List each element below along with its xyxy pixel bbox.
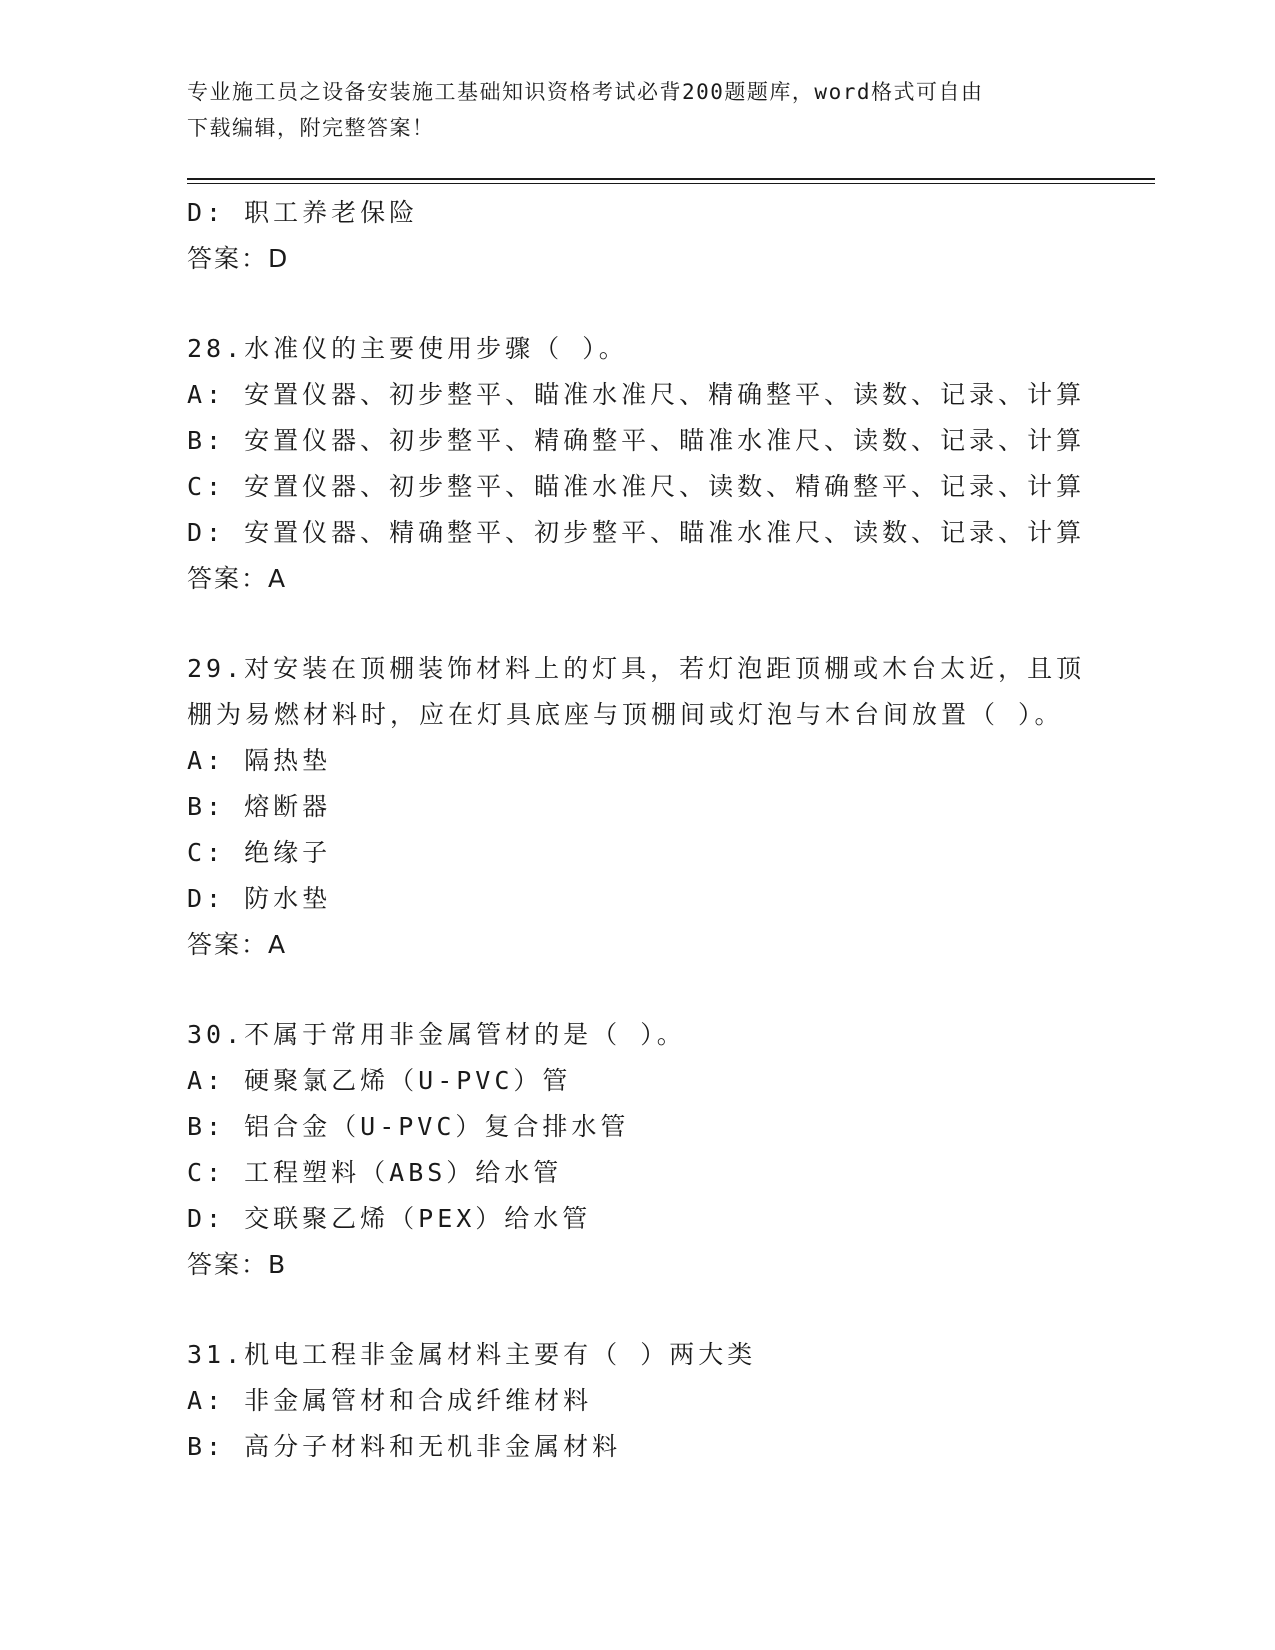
answer: 答案：A xyxy=(187,930,288,959)
question-29 xyxy=(187,646,1087,968)
header-line-1: 专业施工员之设备安装施工基础知识资格考试必背200题题库，word格式可自由 xyxy=(187,80,984,104)
question-stem: 30.不属于常用非金属管材的是（ ）。 xyxy=(187,1020,686,1049)
question-30 xyxy=(187,1012,1087,1288)
spacer xyxy=(187,968,1087,1012)
question-stem-line-1: 29.对安装在顶棚装饰材料上的灯具，若灯泡距顶棚或木台太近，且顶 xyxy=(187,654,1086,683)
header-divider-thick xyxy=(187,178,1155,180)
spacer xyxy=(187,1288,1087,1332)
question-31 xyxy=(187,1332,1087,1470)
spacer xyxy=(187,282,1087,326)
option-a: A: 隔热垫 xyxy=(187,746,332,775)
header-line-2: 下载编辑，附完整答案！ xyxy=(187,116,435,140)
option-d: D: 防水垫 xyxy=(187,884,332,913)
question-stem-line-2: 棚为易燃材料时，应在灯具底座与顶棚间或灯泡与木台间放置（ ）。 xyxy=(187,700,1064,729)
question-stem: 28.水准仪的主要使用步骤（ ）。 xyxy=(187,334,628,363)
question-content xyxy=(187,190,1087,1470)
option-a: A: 非金属管材和合成纤维材料 xyxy=(187,1386,593,1415)
option-a: A: 安置仪器、初步整平、瞄准水准尺、精确整平、读数、记录、计算 xyxy=(187,380,1086,409)
header-divider-thin xyxy=(187,183,1155,184)
answer: 答案：B xyxy=(187,1250,288,1279)
document-header xyxy=(187,74,1087,146)
option-a: A: 硬聚氯乙烯（U-PVC）管 xyxy=(187,1066,572,1095)
option-c: C: 绝缘子 xyxy=(187,838,332,867)
option-d: D: 交联聚乙烯（PEX）给水管 xyxy=(187,1204,592,1233)
option-b: B: 熔断器 xyxy=(187,792,332,821)
prev-option-d: D: 职工养老保险 xyxy=(187,198,419,227)
question-28 xyxy=(187,326,1087,602)
option-b: B: 铝合金（U-PVC）复合排水管 xyxy=(187,1112,630,1141)
answer: 答案：A xyxy=(187,564,288,593)
option-b: B: 安置仪器、初步整平、精确整平、瞄准水准尺、读数、记录、计算 xyxy=(187,426,1086,455)
option-b: B: 高分子材料和无机非金属材料 xyxy=(187,1432,622,1461)
option-c: C: 安置仪器、初步整平、瞄准水准尺、读数、精确整平、记录、计算 xyxy=(187,472,1086,501)
question-stem: 31.机电工程非金属材料主要有（ ）两大类 xyxy=(187,1340,757,1369)
option-d: D: 安置仪器、精确整平、初步整平、瞄准水准尺、读数、记录、计算 xyxy=(187,518,1086,547)
option-c: C: 工程塑料（ABS）给水管 xyxy=(187,1158,563,1187)
spacer xyxy=(187,602,1087,646)
prev-answer: 答案：D xyxy=(187,244,290,273)
